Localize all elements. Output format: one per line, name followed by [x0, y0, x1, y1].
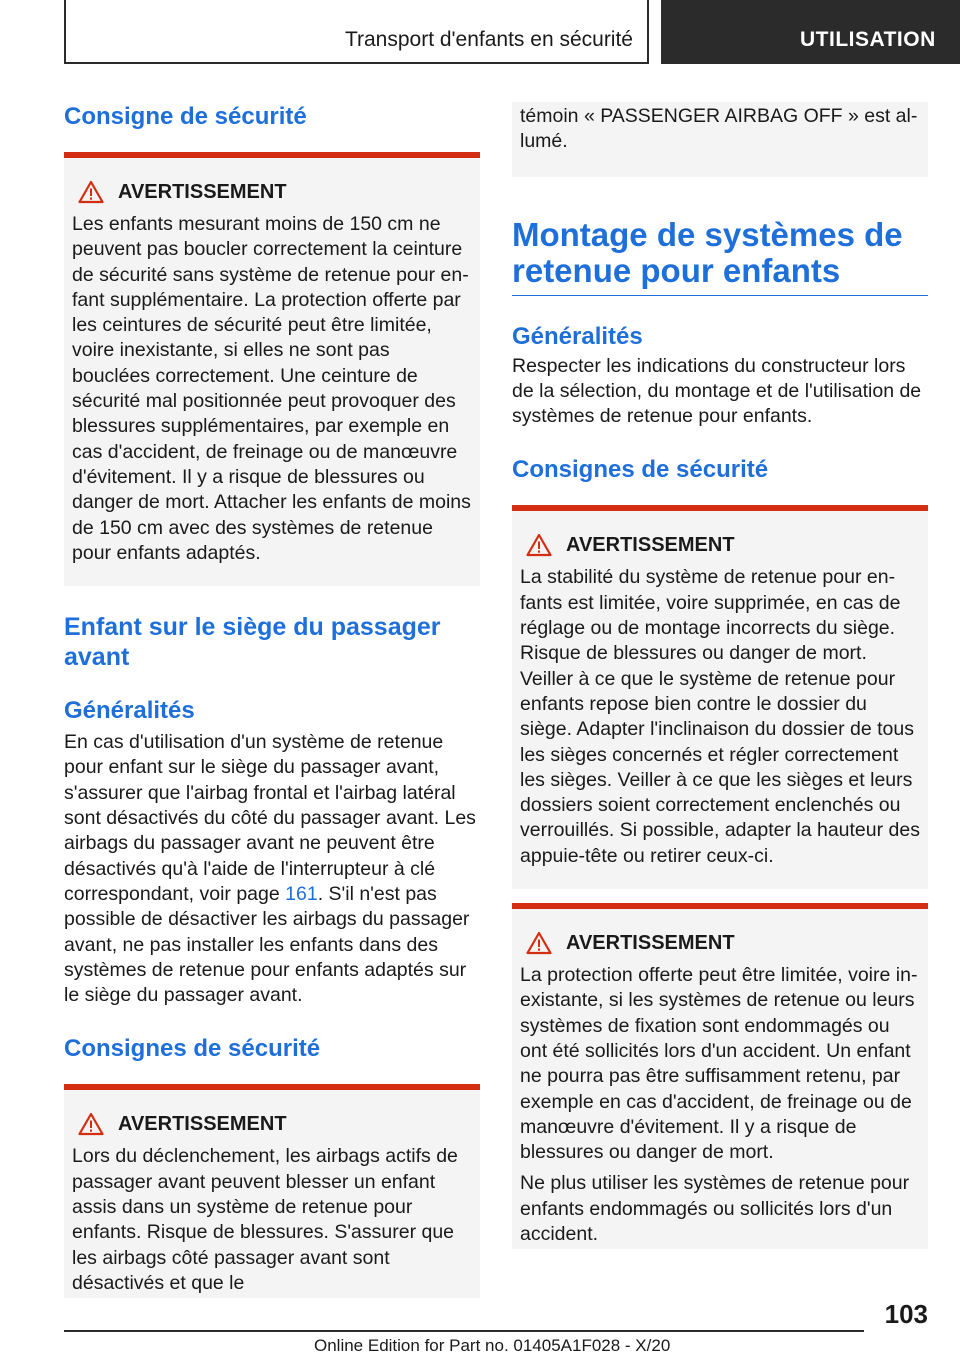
consignes-heading-right: Consignes de sécurité [512, 456, 769, 484]
warning-text: Lors du déclenchement, les airbags actifs de passager avant peuvent blesser un enfant assis dans un système de retenue pour enfants. Risque de blessures. S'assurer que les airbags côté passager avant sont désactivés et que le [72, 1145, 458, 1294]
warning-triangle-icon [78, 1112, 104, 1136]
warning-text: Les enfants mesurant moins de 150 cm ne peuvent pas boucler correctement la ceinture de sécurité sans système de retenue pour enfant supplémentaire. La protection offerte par les ceintures de sécurité peut être limitée, voire inexistante, si elles ne sont pas bouclées correctement. Une ceinture de sécurité mal positionnée peut provoquer des blessures supplémentaires, par exemple en cas d'accident, de freinage ou de manœuvre d'évitement. Il y a risque de blessures ou danger de mort. Attacher les enfants de moins de 150 cm avec des systèmes de retenue pour enfants adaptés. [72, 213, 471, 564]
header-section-title: UTILISATION [800, 28, 936, 51]
warning-triangle-icon [526, 931, 552, 955]
warning-title: AVERTISSEMENT [520, 931, 920, 955]
warning-text: La protection offerte peut être limitée, voire inexistante, si les systèmes de retenue ou leurs systèmes de fixation sont endommagés ou ont été sollicités lors d'un accident. Un enfant ne pourra pas être suffisamment retenu, par exemple en cas d'accident, de freinage ou de manœuvre d'évitement. Il y a risque de blessures ou danger de mort. [520, 964, 918, 1164]
warning-box-airbags [64, 1084, 480, 1298]
generalites-heading-right: Généralités [512, 322, 643, 350]
header-chapter-box [64, 0, 649, 64]
warning-triangle-icon [526, 533, 552, 557]
footer-edition: Online Edition for Part no. 01405A1F028 - X/20 [314, 1336, 671, 1355]
left-column [64, 102, 480, 1298]
generalites-paragraph-right: Respecter les indications du constructeur lors de la sélection, du montage et de l'utilisation de systèmes de retenue pour enfants. [512, 354, 922, 428]
warning-title: AVERTISSEMENT [520, 533, 920, 557]
footer-rule [64, 1330, 864, 1332]
right-column [512, 102, 928, 1249]
warning-box-damaged [512, 903, 928, 1249]
page-link-161[interactable]: 161 [285, 882, 318, 905]
header-chapter-title: Transport d'enfants en sécurité [344, 28, 633, 51]
montage-heading: Montage de systèmes de retenue pour enfants [512, 215, 903, 289]
consignes-heading-left: Consignes de sécurité [64, 1035, 321, 1063]
warning-title: AVERTISSEMENT [72, 180, 472, 204]
warning-text-second: Ne plus utiliser les systèmes de retenue pour enfants endommagés ou sollicités lors d'un accident. [520, 1172, 910, 1246]
consigne-heading: Consigne de sécurité [64, 103, 307, 130]
warning-triangle-icon [78, 180, 104, 204]
continued-warning-box [512, 102, 928, 177]
montage-heading-block [512, 217, 928, 296]
enfant-heading: Enfant sur le siège du passager avant [64, 613, 441, 672]
continued-warning-text: témoin « PASSENGER AIRBAG OFF » est allumé. [520, 105, 918, 153]
warning-box-belts [64, 152, 480, 586]
warning-box-stability [512, 505, 928, 889]
header-section-box [661, 0, 960, 64]
warning-text: La stabilité du système de retenue pour enfants est limitée, voire supprimée, en cas de réglage ou de montage incorrects du siège. Risque de blessures ou danger de mort. Veiller à ce que le système de retenue pour enfants repose bien contre le dossier du siège. Adapter l'inclinaison du dossier de tous les sièges concernés et régler correctement les sièges. Veiller à ce que les sièges et leurs dossiers soient correctement enclenchés ou verrouillés. Si possible, adapter la hauteur des appuie-tête ou retirer ceux-ci. [520, 566, 920, 867]
generalites-heading: Généralités [64, 697, 195, 725]
page-number: 103 [884, 1299, 928, 1329]
warning-title: AVERTISSEMENT [72, 1112, 472, 1136]
generalites-paragraph: En cas d'utilisation d'un système de retenue pour enfant sur le siège du passager avant, s'assurer que l'airbag frontal et l'airbag latéral sont désactivés du côté du passager avant. Les airbags du passager avant ne peuvent être désactivés qu'à l'aide de l'interrupteur à clé correspondant, voir page 161. S'il n'est pas possible de désactiver les airbags du passager avant, ne pas installer les enfants dans des systèmes de retenue pour enfants adaptés sur le siège du passager avant. [64, 731, 476, 1007]
